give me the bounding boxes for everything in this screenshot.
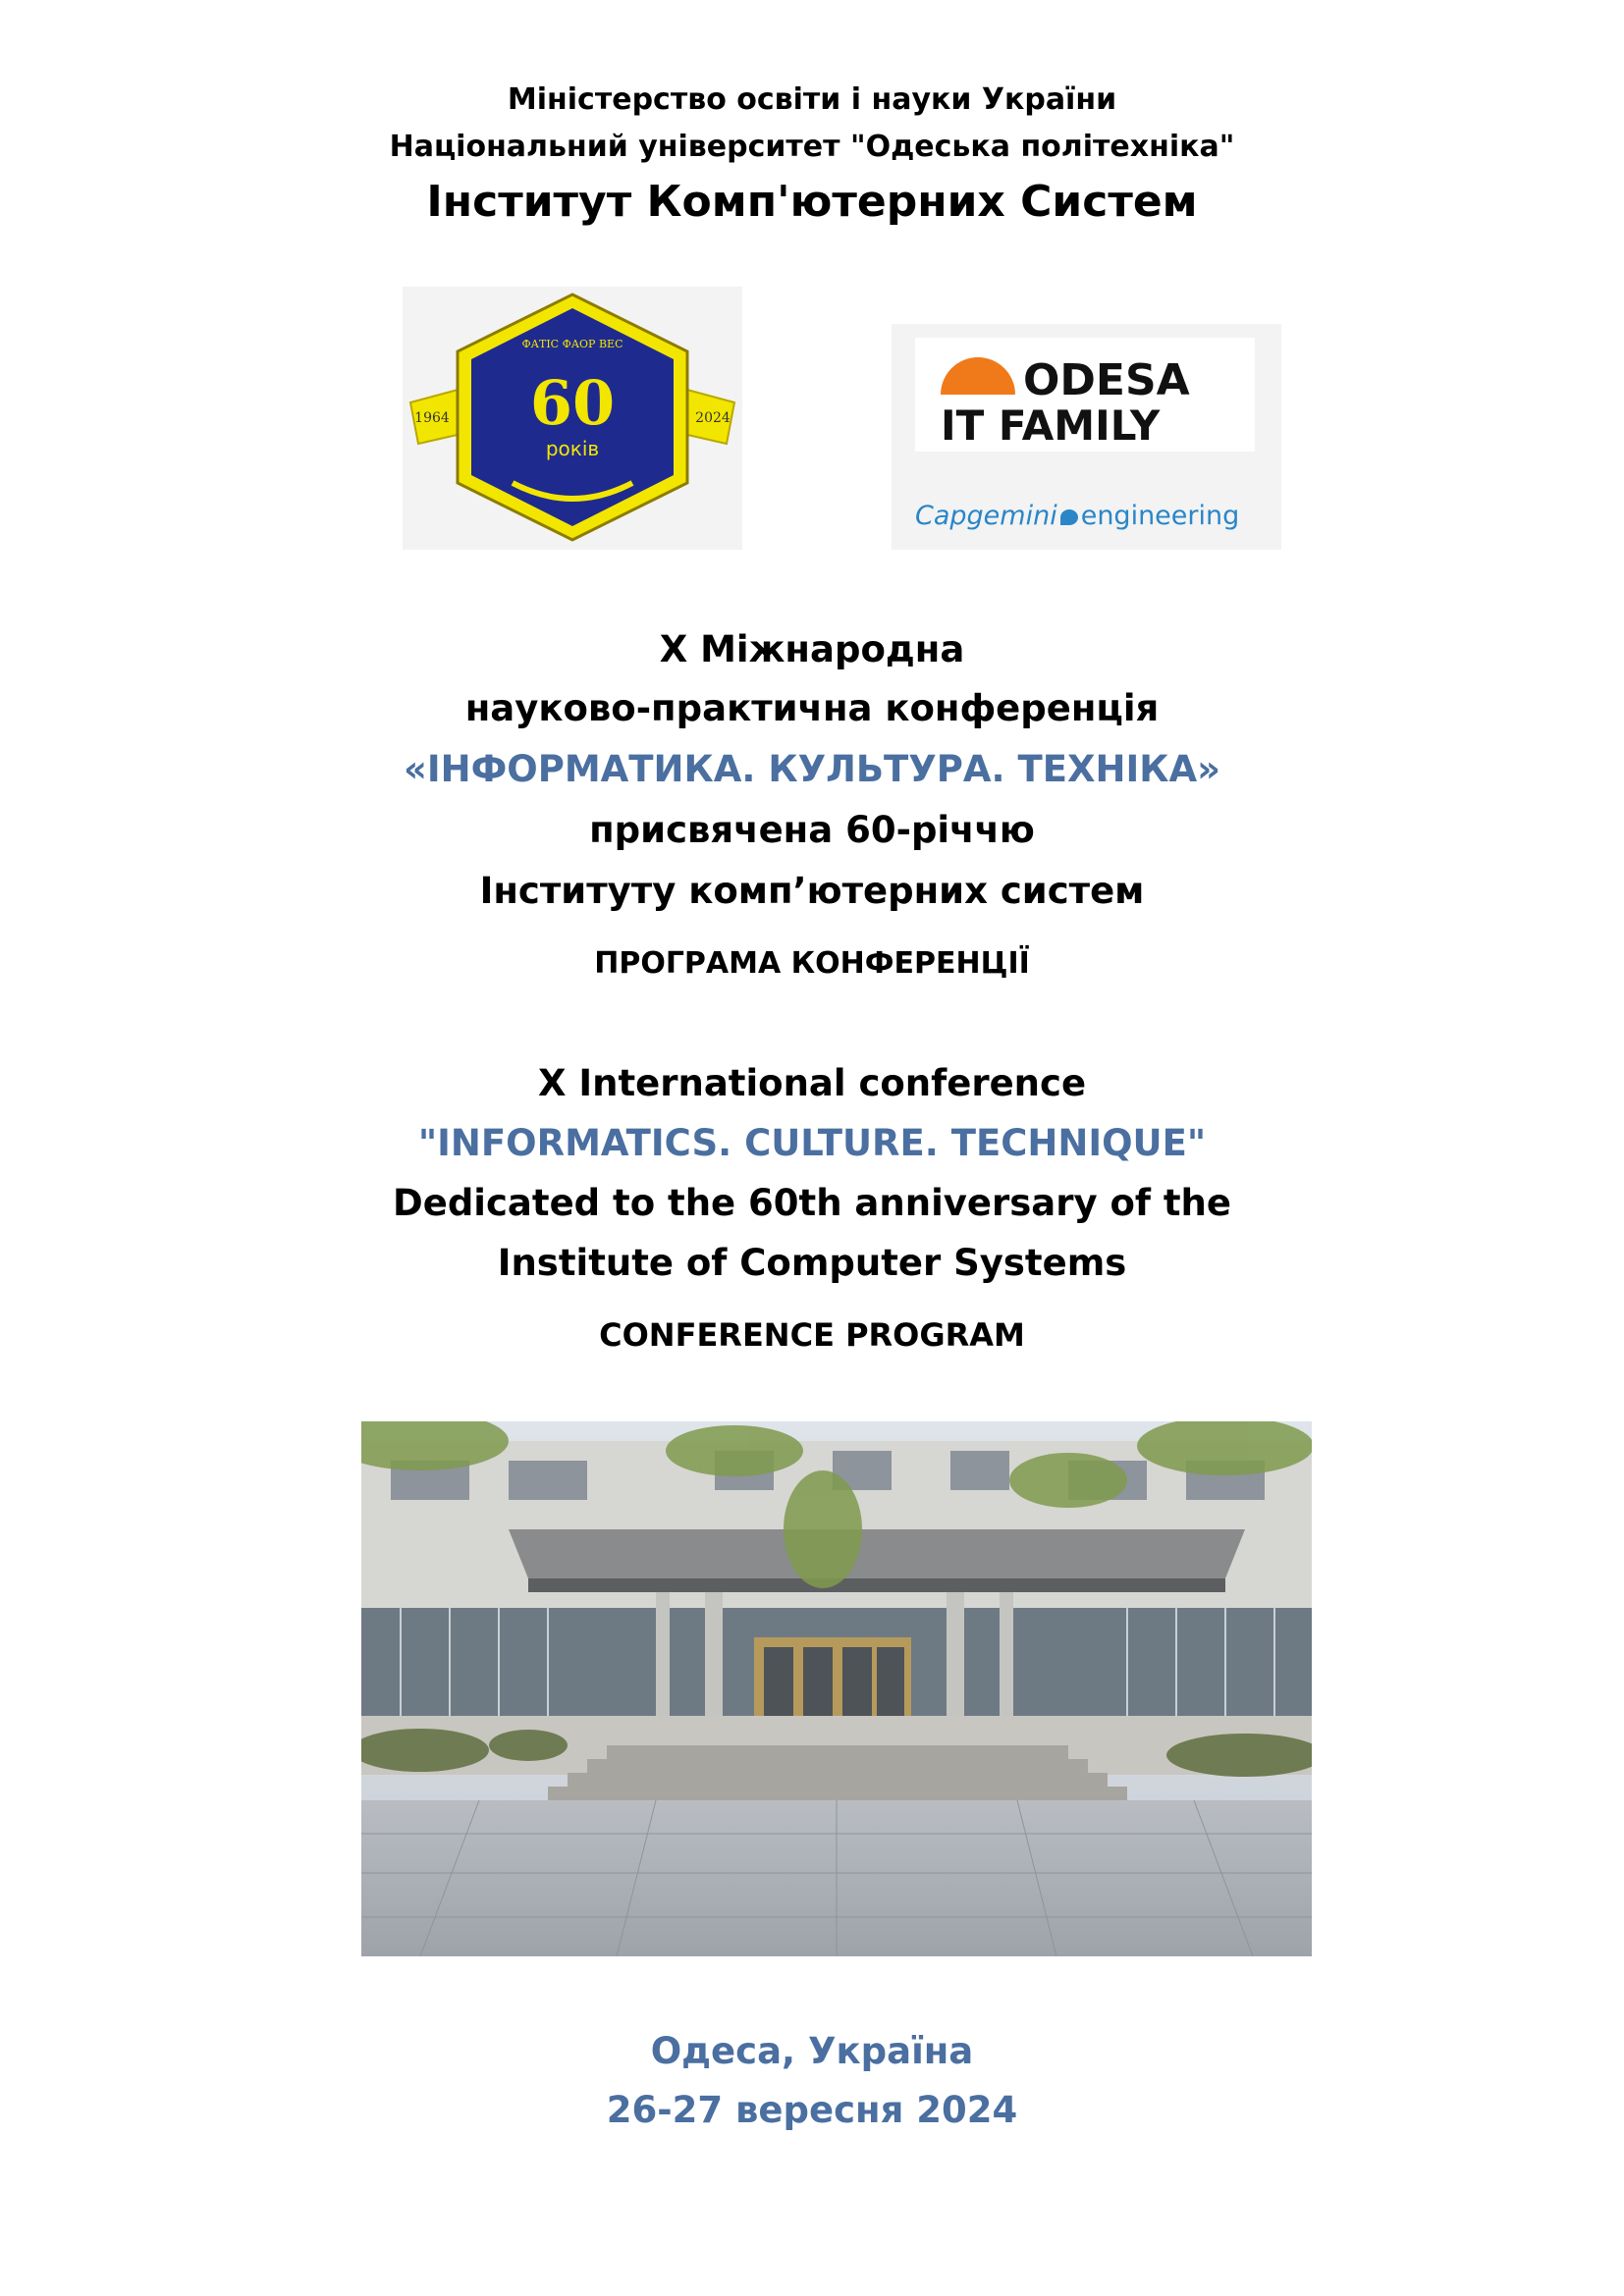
anniversary-word: років xyxy=(545,437,600,460)
institute-title: Інститут Комп'ютерних Систем xyxy=(426,177,1198,227)
en-dedication: Dedicated to the 60th anniversary of the xyxy=(393,1182,1231,1224)
ua-conference-title: «ІНФОРМАТИКА. КУЛЬТУРА. ТЕХНІКА» xyxy=(403,748,1221,790)
anniversary-motto: ФАТІС ФАОР ВЕС xyxy=(521,338,623,350)
capgemini-logo xyxy=(915,501,1269,540)
ua-dedication: присвячена 60-річчю xyxy=(589,809,1035,851)
capgemini-spade-icon xyxy=(1060,509,1078,525)
anniversary-logo xyxy=(403,287,742,550)
anniversary-year-end: 2024 xyxy=(695,410,731,426)
ministry-line: Міністерство освіти і науки України xyxy=(507,82,1117,117)
ua-program-heading: ПРОГРАМА КОНФЕРЕНЦІЇ xyxy=(594,946,1030,981)
en-dedication-institute: Institute of Computer Systems xyxy=(497,1242,1127,1284)
anniversary-year-start: 1964 xyxy=(414,410,450,426)
ua-dedication-institute: Інституту комп’ютерних систем xyxy=(479,870,1145,912)
it-family-word: IT FAMILY xyxy=(941,401,1161,450)
capgemini-brand: Capgemini xyxy=(915,501,1057,531)
partner-logos xyxy=(892,324,1281,550)
institute-building-photo xyxy=(361,1421,1312,1956)
anniversary-emblem xyxy=(403,287,742,550)
odesa-it-family-logo xyxy=(915,338,1255,452)
en-conference-number: X International conference xyxy=(537,1062,1087,1104)
odesa-word: ODESA xyxy=(1023,355,1190,405)
event-dates: 26-27 вересня 2024 xyxy=(606,2089,1018,2131)
anniversary-number: 60 xyxy=(529,367,616,439)
en-program-heading: CONFERENCE PROGRAM xyxy=(599,1316,1025,1354)
capgemini-suffix: engineering xyxy=(1080,501,1240,531)
ua-conference-number: X Міжнародна xyxy=(659,628,965,670)
university-line: Національний університет "Одеська політехніка" xyxy=(389,130,1235,164)
en-conference-title: "INFORMATICS. CULTURE. TECHNIQUE" xyxy=(417,1122,1207,1164)
event-location: Одеса, Україна xyxy=(650,2030,974,2072)
odesa-sun-icon xyxy=(941,357,1015,395)
ua-conference-type: науково-практична конференція xyxy=(464,687,1160,729)
